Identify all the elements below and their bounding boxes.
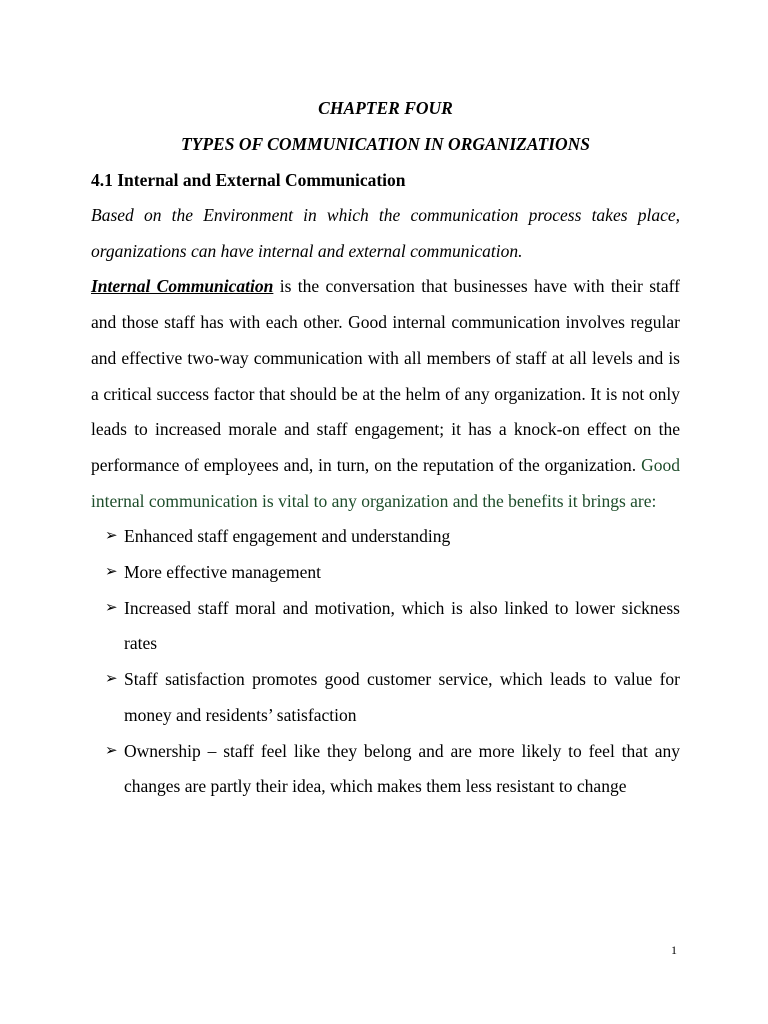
document-page xyxy=(91,90,680,805)
section-heading: 4.1 Internal and External Communication xyxy=(91,170,406,190)
arrow-bullet-icon: ➢ xyxy=(105,528,118,545)
internal-communication-paragraph xyxy=(91,269,680,519)
list-item-text: Ownership – staff feel like they belong and are more likely to feel that any changes are partly their idea, which makes them less resistant to change xyxy=(124,740,680,797)
arrow-bullet-icon: ➢ xyxy=(105,742,118,759)
arrow-bullet-icon: ➢ xyxy=(105,671,118,688)
list-item xyxy=(105,662,680,733)
list-item-text: Staff satisfaction promotes good customer service, which leads to value for money and residents’ satisfaction xyxy=(124,669,680,725)
list-item-text: More effective management xyxy=(124,562,321,583)
list-item xyxy=(105,519,680,555)
internal-communication-term: Internal Communication xyxy=(91,276,274,297)
intro-paragraph: Based on the Environment in which the communication process takes place, organizations can have internal and external communication. xyxy=(91,205,680,261)
arrow-bullet-icon: ➢ xyxy=(105,599,118,616)
list-item xyxy=(105,555,680,591)
chapter-title: CHAPTER FOUR xyxy=(318,98,453,118)
list-item-text: Enhanced staff engagement and understanding xyxy=(124,526,451,547)
internal-communication-text: is the conversation that businesses have with their staff and those staff has with each other. Good internal communication involves regular and effective two-way communication with all members of staff at all levels and is a critical success factor that should be at the helm of any organization. It is not only leads to increased morale and staff engagement; it has a knock-on effect on the performance of employees and, in turn, on the reputation of the organization. xyxy=(91,276,681,475)
chapter-subtitle: TYPES OF COMMUNICATION IN ORGANIZATIONS xyxy=(180,134,591,154)
list-item-text: Increased staff moral and motivation, which is also linked to lower sickness rates xyxy=(124,597,680,654)
benefits-intro: Good internal communication is vital to any organization and the benefits it brings are: xyxy=(91,454,680,511)
benefits-list xyxy=(91,519,680,805)
arrow-bullet-icon: ➢ xyxy=(105,564,118,581)
list-item xyxy=(105,591,680,662)
list-item xyxy=(105,734,680,805)
page-number: 1 xyxy=(671,943,677,957)
